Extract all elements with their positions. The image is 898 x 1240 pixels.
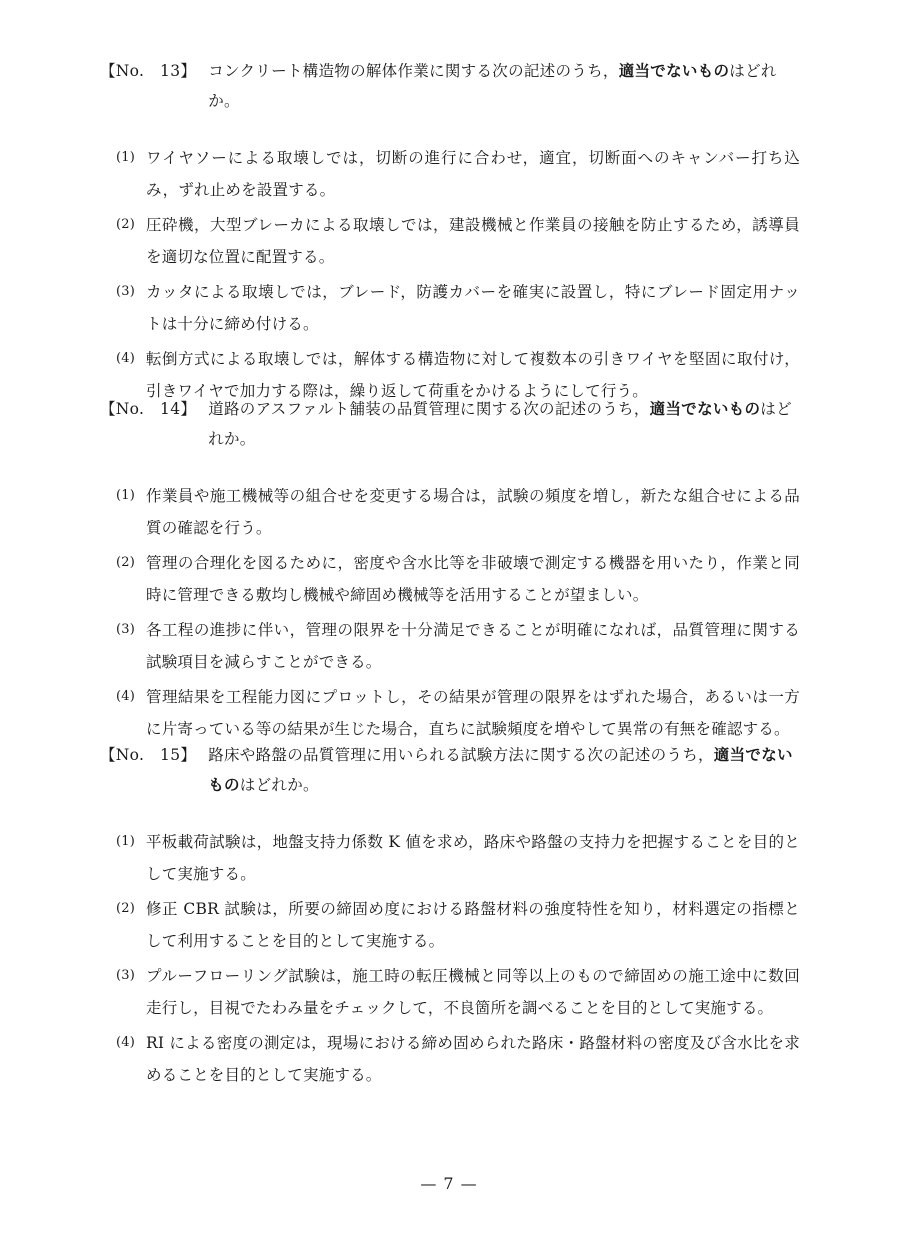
question-14-stem-text: 道路のアスファルト舗装の品質管理に関する次の記述のうち， — [208, 400, 650, 418]
question-13-choice-3 — [100, 276, 800, 340]
question-14-choice-2 — [100, 547, 800, 611]
question-14-emphasis: 適当でないもの — [649, 400, 761, 418]
choice-label: (1) — [116, 834, 136, 849]
question-15-emphasis: 適当でないもの — [208, 746, 793, 794]
question-15-choices — [100, 826, 800, 1091]
question-14-number: 【No. 14】 — [100, 400, 197, 418]
choice-text: ワイヤソーによる取壊しでは，切断の進行に合わせ，適宜，切断面へのキャンバー打ち込み，ずれ止めを設置する。 — [146, 149, 800, 199]
question-13 — [100, 56, 800, 410]
question-15-stem-end: はどれか。 — [239, 776, 319, 794]
choice-label: (4) — [116, 351, 136, 366]
question-15-stem-text: 路床や路盤の品質管理に用いられる試験方法に関する次の記述のうち， — [208, 746, 714, 764]
choice-label: (3) — [116, 622, 136, 637]
choice-text: 転倒方式による取壊しでは，解体する構造物に対して複数本の引きワイヤを堅固に取付け，引きワイヤで加力する際は，繰り返して荷重をかけるようにして行う。 — [146, 350, 800, 400]
question-13-number: 【No. 13】 — [100, 62, 197, 80]
question-14-header — [100, 394, 800, 454]
choice-label: (3) — [116, 284, 136, 299]
question-13-choices — [100, 142, 800, 407]
choice-text: 各工程の進捗に伴い，管理の限界を十分満足できることが明確になれば，品質管理に関する試験項目を減らすことができる。 — [146, 621, 800, 671]
question-15 — [100, 740, 800, 1094]
choice-label: (4) — [116, 1035, 136, 1050]
question-13-choice-2 — [100, 209, 800, 273]
question-14-stem-end: はどれか。 — [208, 400, 792, 448]
question-13-choice-1 — [100, 142, 800, 206]
question-15-choice-3 — [100, 960, 800, 1024]
choice-label: (2) — [116, 901, 136, 916]
choice-label: (2) — [116, 217, 136, 232]
choice-text: 管理の合理化を図るために，密度や含水比等を非破壊で測定する機器を用いたり，作業と同時に管理できる敷均し機械や締固め機械等を活用することが望ましい。 — [146, 554, 800, 604]
question-15-header — [100, 740, 800, 800]
question-15-choice-1 — [100, 826, 800, 890]
choice-text: 平板載荷試験は，地盤支持力係数 K 値を求め，路床や路盤の支持力を把握することを目的として実施する。 — [146, 833, 800, 883]
question-13-stem — [208, 56, 800, 116]
question-13-stem-text: コンクリート構造物の解体作業に関する次の記述のうち， — [208, 62, 619, 80]
question-14-choices — [100, 480, 800, 745]
question-14 — [100, 394, 800, 748]
choice-text: プルーフローリング試験は，施工時の転圧機械と同等以上のもので締固めの施工途中に数回走行し，目視でたわみ量をチェックして，不良箇所を調べることを目的として実施する。 — [146, 967, 800, 1017]
question-14-stem — [208, 394, 800, 454]
choice-label: (4) — [116, 689, 136, 704]
question-14-choice-1 — [100, 480, 800, 544]
question-13-stem-end: はどれか。 — [208, 62, 777, 110]
question-15-choice-2 — [100, 893, 800, 957]
choice-label: (1) — [116, 488, 136, 503]
question-14-choice-3 — [100, 614, 800, 678]
choice-label: (3) — [116, 968, 136, 983]
choice-text: 修正 CBR 試験は，所要の締固め度における路盤材料の強度特性を知り，材料選定の指標として利用することを目的として実施する。 — [146, 900, 800, 950]
choice-text: 管理結果を工程能力図にプロットし，その結果が管理の限界をはずれた場合，あるいは一方に片寄っている等の結果が生じた場合，直ちに試験頻度を増やして異常の有無を確認する。 — [146, 688, 800, 738]
question-15-choice-4 — [100, 1027, 800, 1091]
question-14-choice-4 — [100, 681, 800, 745]
question-15-stem — [208, 740, 800, 800]
choice-label: (2) — [116, 555, 136, 570]
question-15-number: 【No. 15】 — [100, 746, 197, 764]
choice-text: 作業員や施工機械等の組合せを変更する場合は，試験の頻度を増し，新たな組合せによる品質の確認を行う。 — [146, 487, 800, 537]
question-13-emphasis: 適当でないもの — [618, 62, 730, 80]
choice-text: RI による密度の測定は，現場における締め固められた路床・路盤材料の密度及び含水比を求めることを目的として実施する。 — [146, 1034, 800, 1084]
choice-label: (1) — [116, 150, 136, 165]
page-number: — 7 — — [420, 1174, 478, 1193]
question-13-header — [100, 56, 800, 116]
choice-text: カッタによる取壊しでは，ブレード，防護カバーを確実に設置し，特にブレード固定用ナットは十分に締め付ける。 — [146, 283, 800, 333]
choice-text: 圧砕機，大型ブレーカによる取壊しでは，建設機械と作業員の接触を防止するため，誘導員を適切な位置に配置する。 — [146, 216, 800, 266]
